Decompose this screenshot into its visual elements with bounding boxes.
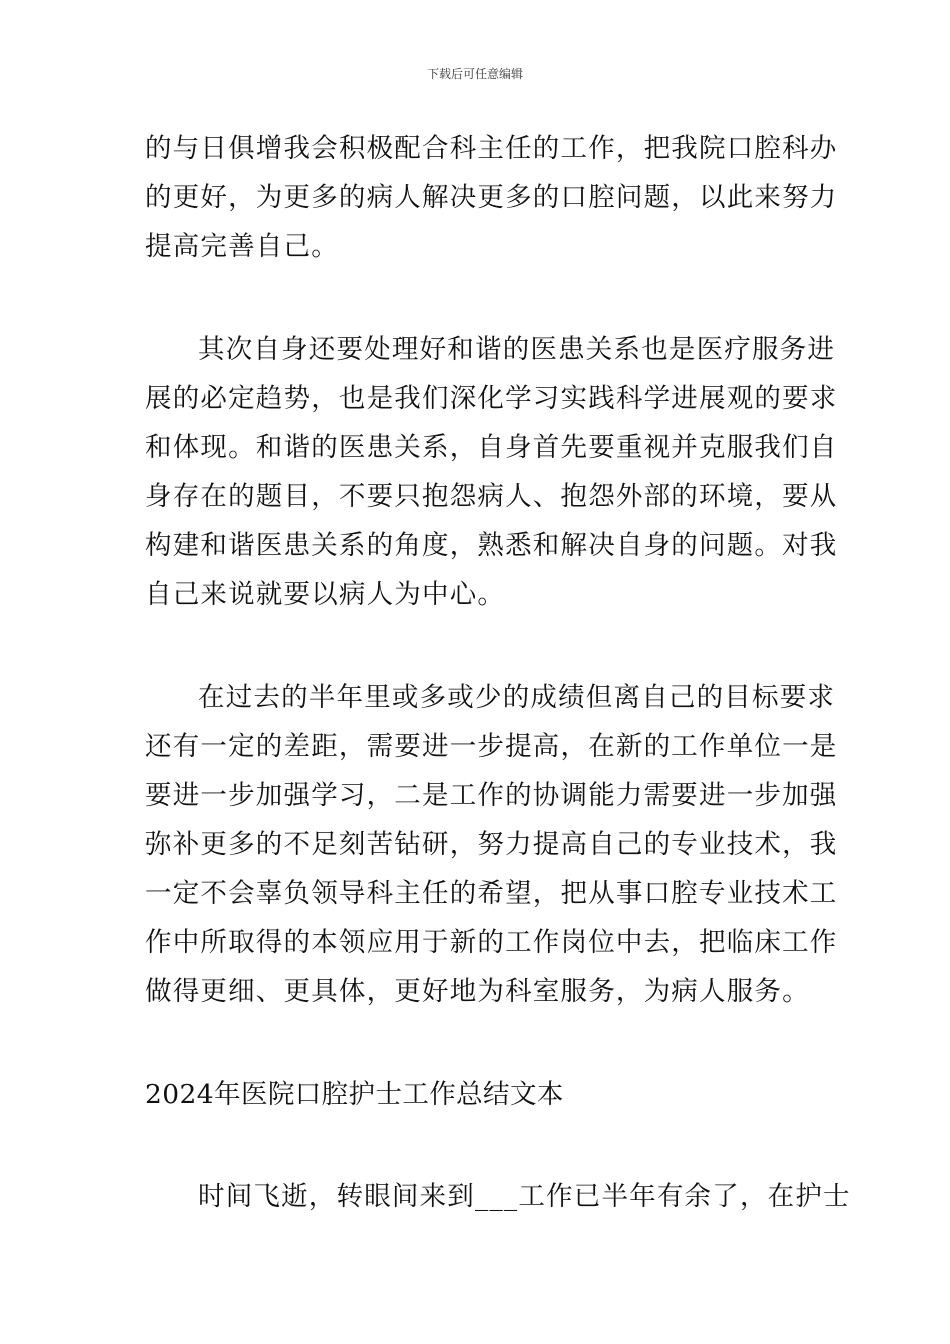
page-header-note: 下载后可任意编辑 — [426, 67, 523, 81]
paragraph-2-line-5: 构建和谐医患关系的角度，熟悉和解决自身的问题。对我 — [145, 530, 838, 561]
paragraph-2-line-3: 和体现。和谐的医患关系，自身首先要重视并克服我们自 — [145, 432, 838, 463]
paragraph-2-line-2: 展的必定趋势，也是我们深化学习实践科学进展观的要求 — [145, 383, 838, 414]
paragraph-3-line-7: 做得更细、更具体，更好地为科室服务，为病人服务。 — [145, 976, 810, 1007]
paragraph-4-line-1: 时间飞逝，转眼间来到___工作已半年有余了，在护士 — [198, 1181, 851, 1212]
paragraph-3-line-4: 弥补更多的不足刻苦钻研，努力提高自己的专业技术，我 — [145, 829, 838, 860]
section-title: 2024年医院口腔护士工作总结文本 — [145, 1079, 564, 1110]
paragraph-3-line-3: 要进一步加强学习，二是工作的协调能力需要进一步加强 — [145, 780, 838, 811]
paragraph-3-line-1: 在过去的半年里或多或少的成绩但离自己的目标要求 — [198, 682, 836, 713]
paragraph-2-line-6: 自己来说就要以病人为中心。 — [145, 579, 506, 610]
paragraph-3-line-2: 还有一定的差距，需要进一步提高，在新的工作单位一是 — [145, 731, 838, 762]
paragraph-3-line-5: 一定不会辜负领导科主任的希望，把从事口腔专业技术工 — [145, 878, 838, 909]
paragraph-1-line-3: 提高完善自己。 — [145, 231, 339, 262]
paragraph-2-line-1: 其次自身还要处理好和谐的医患关系也是医疗服务进 — [198, 334, 836, 365]
paragraph-1-line-2: 的更好，为更多的病人解决更多的口腔问题，以此来努力 — [145, 182, 838, 213]
paragraph-2-line-4: 身存在的题目，不要只抱怨病人、抱怨外部的环境，要从 — [145, 481, 838, 512]
paragraph-3-line-6: 作中所取得的本领应用于新的工作岗位中去，把临床工作 — [145, 927, 838, 958]
paragraph-1-line-1: 的与日俱增我会积极配合科主任的工作，把我院口腔科办 — [145, 133, 838, 164]
